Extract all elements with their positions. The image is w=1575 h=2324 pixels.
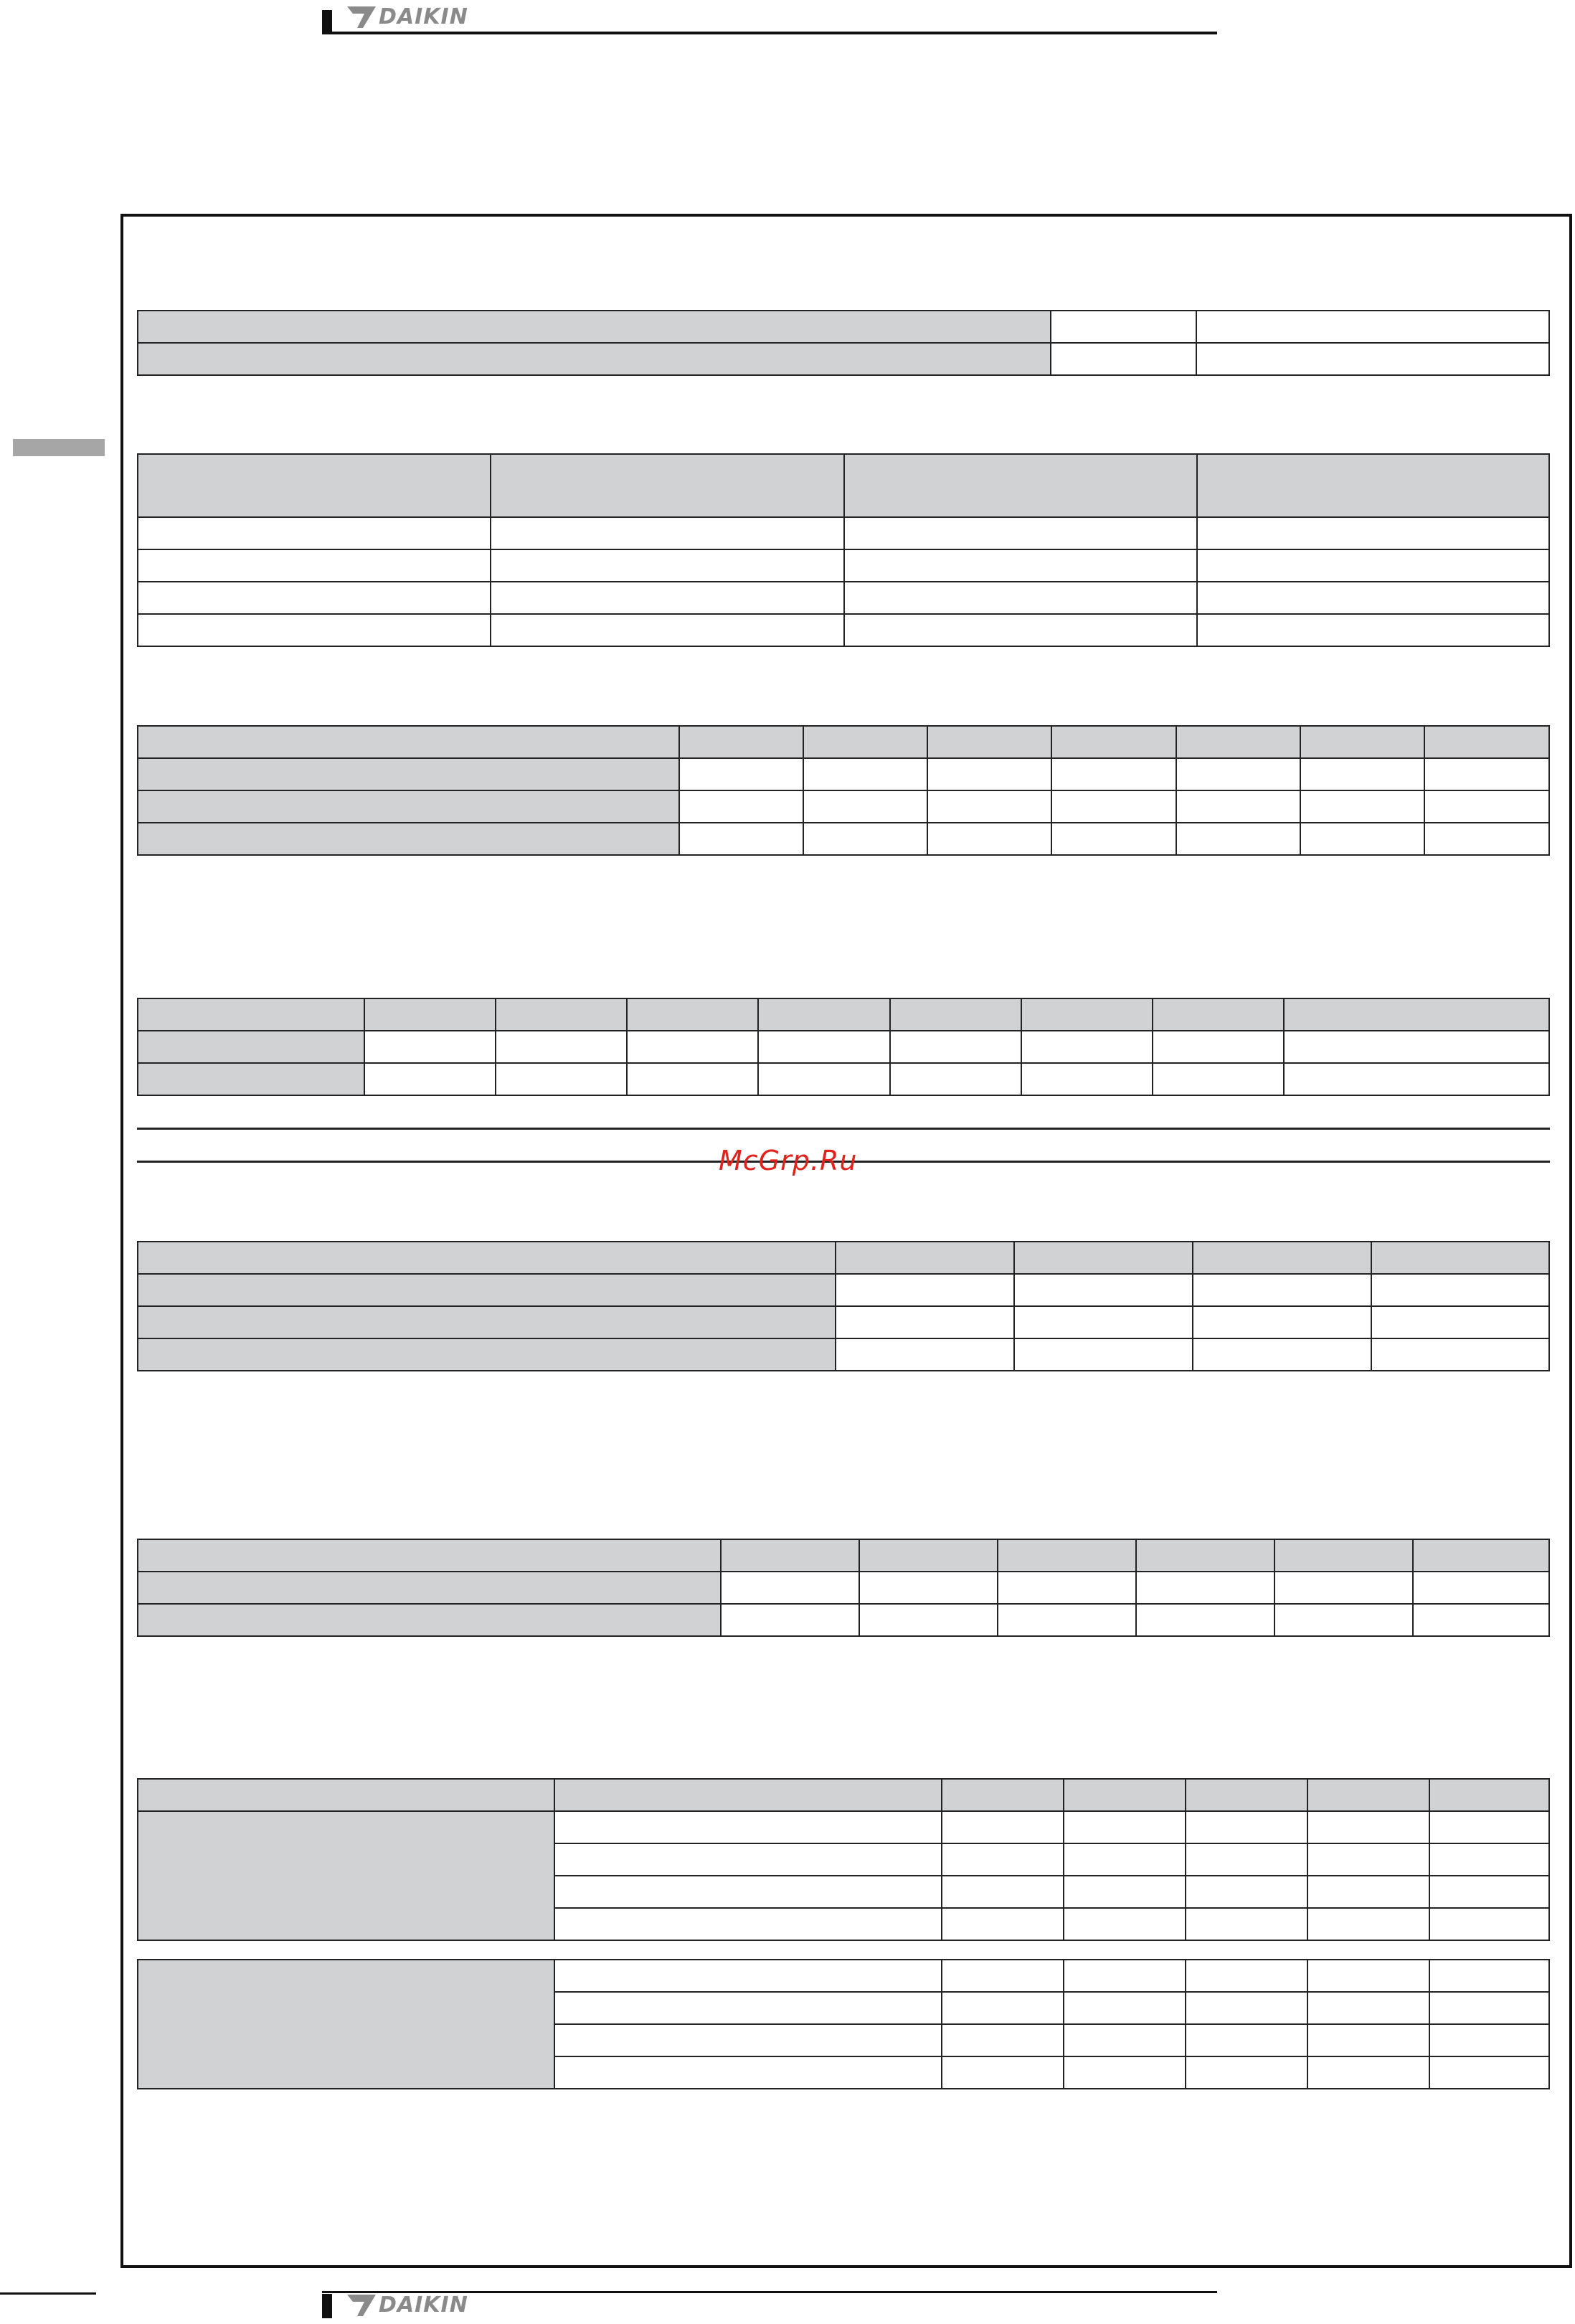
footer-logo	[347, 2292, 468, 2318]
table-1	[137, 310, 1550, 376]
table-6	[137, 1539, 1550, 1637]
table-8	[137, 1959, 1550, 2089]
header-brand-text: DAIKIN	[379, 4, 468, 29]
footer-brand-bar	[322, 2294, 332, 2318]
table-4	[137, 998, 1550, 1096]
table-3	[137, 725, 1550, 856]
header-rule	[322, 32, 1217, 34]
table-7	[137, 1778, 1550, 1941]
header-brand-bar	[322, 10, 332, 34]
footer-brand-text: DAIKIN	[379, 2292, 468, 2318]
table-5	[137, 1241, 1550, 1371]
table-2	[137, 453, 1550, 647]
section-side-tab	[13, 439, 105, 456]
daikin-logo-icon	[347, 5, 376, 29]
daikin-logo-icon	[347, 2293, 376, 2318]
watermark-text: McGrp.Ru	[719, 1145, 858, 1176]
header-logo	[347, 4, 468, 29]
separator-rule-1	[137, 1128, 1550, 1130]
footer-left-rule	[0, 2292, 96, 2295]
